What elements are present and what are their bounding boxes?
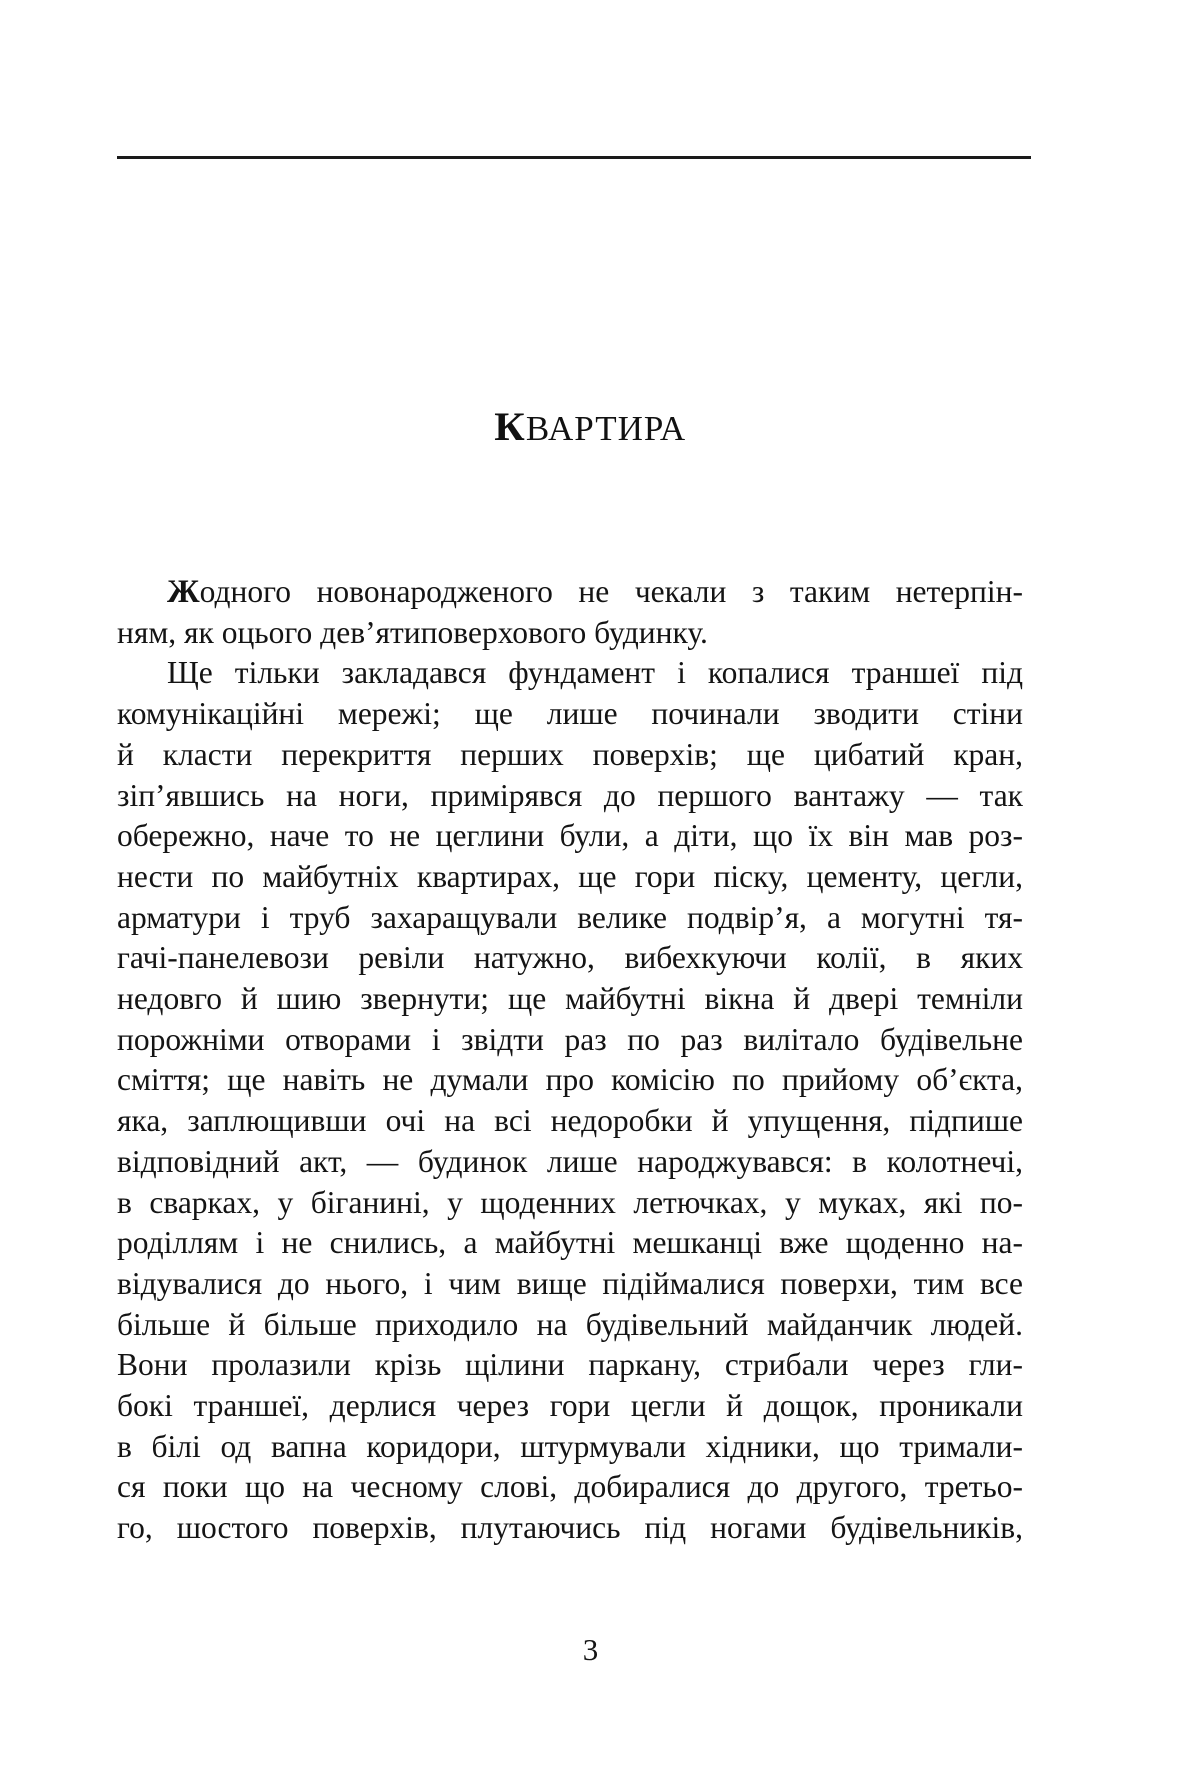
text-line: комунікаційні мережі; ще лише починали зводити стіни bbox=[117, 696, 1023, 732]
text-line: недовго й шию звернути; ще майбутні вікна й двері темніли bbox=[117, 981, 1023, 1017]
ornamental-initial-icon: К bbox=[494, 404, 526, 449]
text-line: сміття; ще навіть не думали про комісію по прийому об’єкта, bbox=[117, 1062, 1023, 1098]
text-line: ся поки що на чесному слові, добиралися до другого, третьо- bbox=[117, 1469, 1023, 1505]
chapter-title bbox=[0, 402, 1181, 454]
text-line: роділлям і не снились, а майбутні мешканці вже щоденно на- bbox=[117, 1225, 1023, 1261]
text-line: яка, заплющивши очі на всі недоробки й упущення, підпише bbox=[117, 1103, 1023, 1139]
body-text bbox=[117, 572, 1023, 1549]
text-line: відувалися до нього, і чим вище підіймалися поверхи, тим все bbox=[117, 1265, 1023, 1301]
text-line: ням, як оцього дев’ятиповерхового будинку. bbox=[117, 614, 708, 650]
header-rule bbox=[117, 156, 1031, 159]
ornamental-drop-initial-icon: Ж bbox=[167, 574, 200, 610]
text-line: Ще тільки закладався фундамент і копалися траншеї під bbox=[167, 655, 1023, 691]
chapter-title-text: ВАРТИРА bbox=[525, 409, 687, 448]
text-line: в білі од вапна коридори, штурмували хідники, що тримали- bbox=[117, 1428, 1023, 1464]
paragraph-2 bbox=[117, 653, 1023, 1548]
text-line: нести по майбутніх квартирах, ще гори піску, цементу, цегли, bbox=[117, 858, 1023, 894]
text-line: обережно, наче то не цеглини були, а діти, що їх він мав роз- bbox=[117, 818, 1023, 854]
text-line: в сварках, у біганині, у щоденних летючках, у муках, які по- bbox=[117, 1184, 1023, 1220]
paragraph-1 bbox=[117, 572, 1023, 653]
text-line: бокі траншеї, дерлися через гори цегли й дощок, проникали bbox=[117, 1388, 1023, 1424]
text-line: го, шостого поверхів, плутаючись під ногами будівельників, bbox=[117, 1510, 1023, 1546]
text-line: порожніми отворами і звідти раз по раз вилітало будівельне bbox=[117, 1021, 1023, 1057]
text-line: арматури і труб захаращували велике подвір’я, а могутні тя- bbox=[117, 899, 1023, 935]
text-line: й класти перекриття перших поверхів; ще цибатий кран, bbox=[117, 736, 1023, 772]
text-line: зіп’явшись на ноги, примірявся до першого вантажу — так bbox=[117, 777, 1023, 813]
page-number: 3 bbox=[582, 1632, 599, 1667]
text-line: більше й більше приходило на будівельний майданчик людей. bbox=[117, 1306, 1023, 1342]
text-line: Жодного новонародженого не чекали з таким нетерпін- bbox=[167, 574, 1023, 610]
text-line: гачі-панелевози ревіли натужно, вибехкуючи колії, в яких bbox=[117, 940, 1023, 976]
text-line: Вони пролазили крізь щілини паркану, стрибали через гли- bbox=[117, 1347, 1023, 1383]
text-line: відповідний акт, — будинок лише народжувався: в колотнечі, bbox=[117, 1143, 1023, 1179]
